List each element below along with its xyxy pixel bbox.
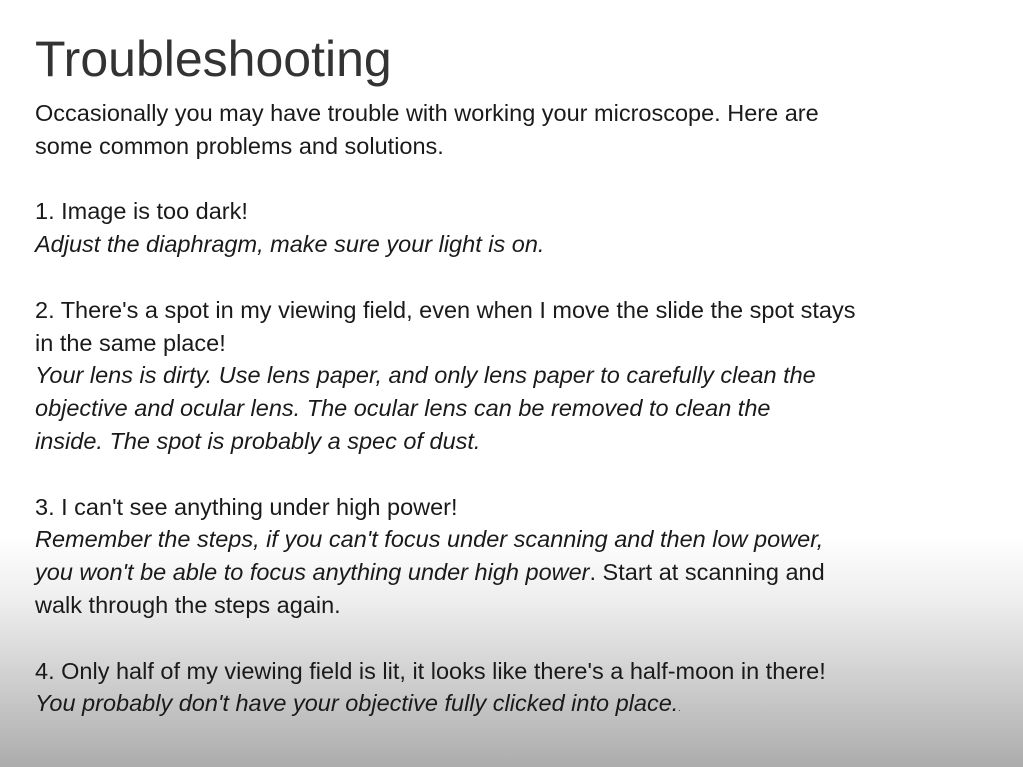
solution-4-line <box>35 687 1000 720</box>
solution-3-line: walk through the steps again. <box>35 591 341 618</box>
spacer <box>35 458 1000 491</box>
solution-3-italic-part: you won't be able to focus anything under high power <box>35 559 590 586</box>
intro-line: some common problems and solutions. <box>35 132 444 159</box>
solution-3-line <box>35 556 1000 589</box>
solution-2-line: inside. The spot is probably a spec of dust. <box>35 427 481 454</box>
problem-3-line: 3. I can't see anything under high power! <box>35 493 458 520</box>
solution-4-text: You probably don't have your objective fully clicked into place. <box>35 690 679 717</box>
spacer <box>35 622 1000 655</box>
intro-line: Occasionally you may have trouble with working your microscope. Here are <box>35 100 819 126</box>
spacer <box>35 261 1000 294</box>
solution-2-line: Your lens is dirty. Use lens paper, and only lens paper to carefully clean the <box>35 362 816 389</box>
problem-1-line: 1. Image is too dark! <box>35 198 248 225</box>
problem-2-line: in the same place! <box>35 329 226 356</box>
solution-2-line: objective and ocular lens. The ocular lens can be removed to clean the <box>35 395 771 422</box>
problem-4-line: 4. Only half of my viewing field is lit, it looks like there's a half-moon in there! <box>35 657 826 684</box>
trailing-mark: . <box>678 703 681 714</box>
spacer <box>35 163 1000 196</box>
solution-3-plain-part: . Start at scanning and <box>589 559 825 586</box>
solution-3-line: Remember the steps, if you can't focus under scanning and then low power, <box>35 526 824 553</box>
slide-body <box>35 97 1000 720</box>
problem-2-line: 2. There's a spot in my viewing field, even when I move the slide the spot stays <box>35 296 856 323</box>
page-title: Troubleshooting <box>35 31 392 87</box>
solution-1-line: Adjust the diaphragm, make sure your light is on. <box>35 231 545 258</box>
